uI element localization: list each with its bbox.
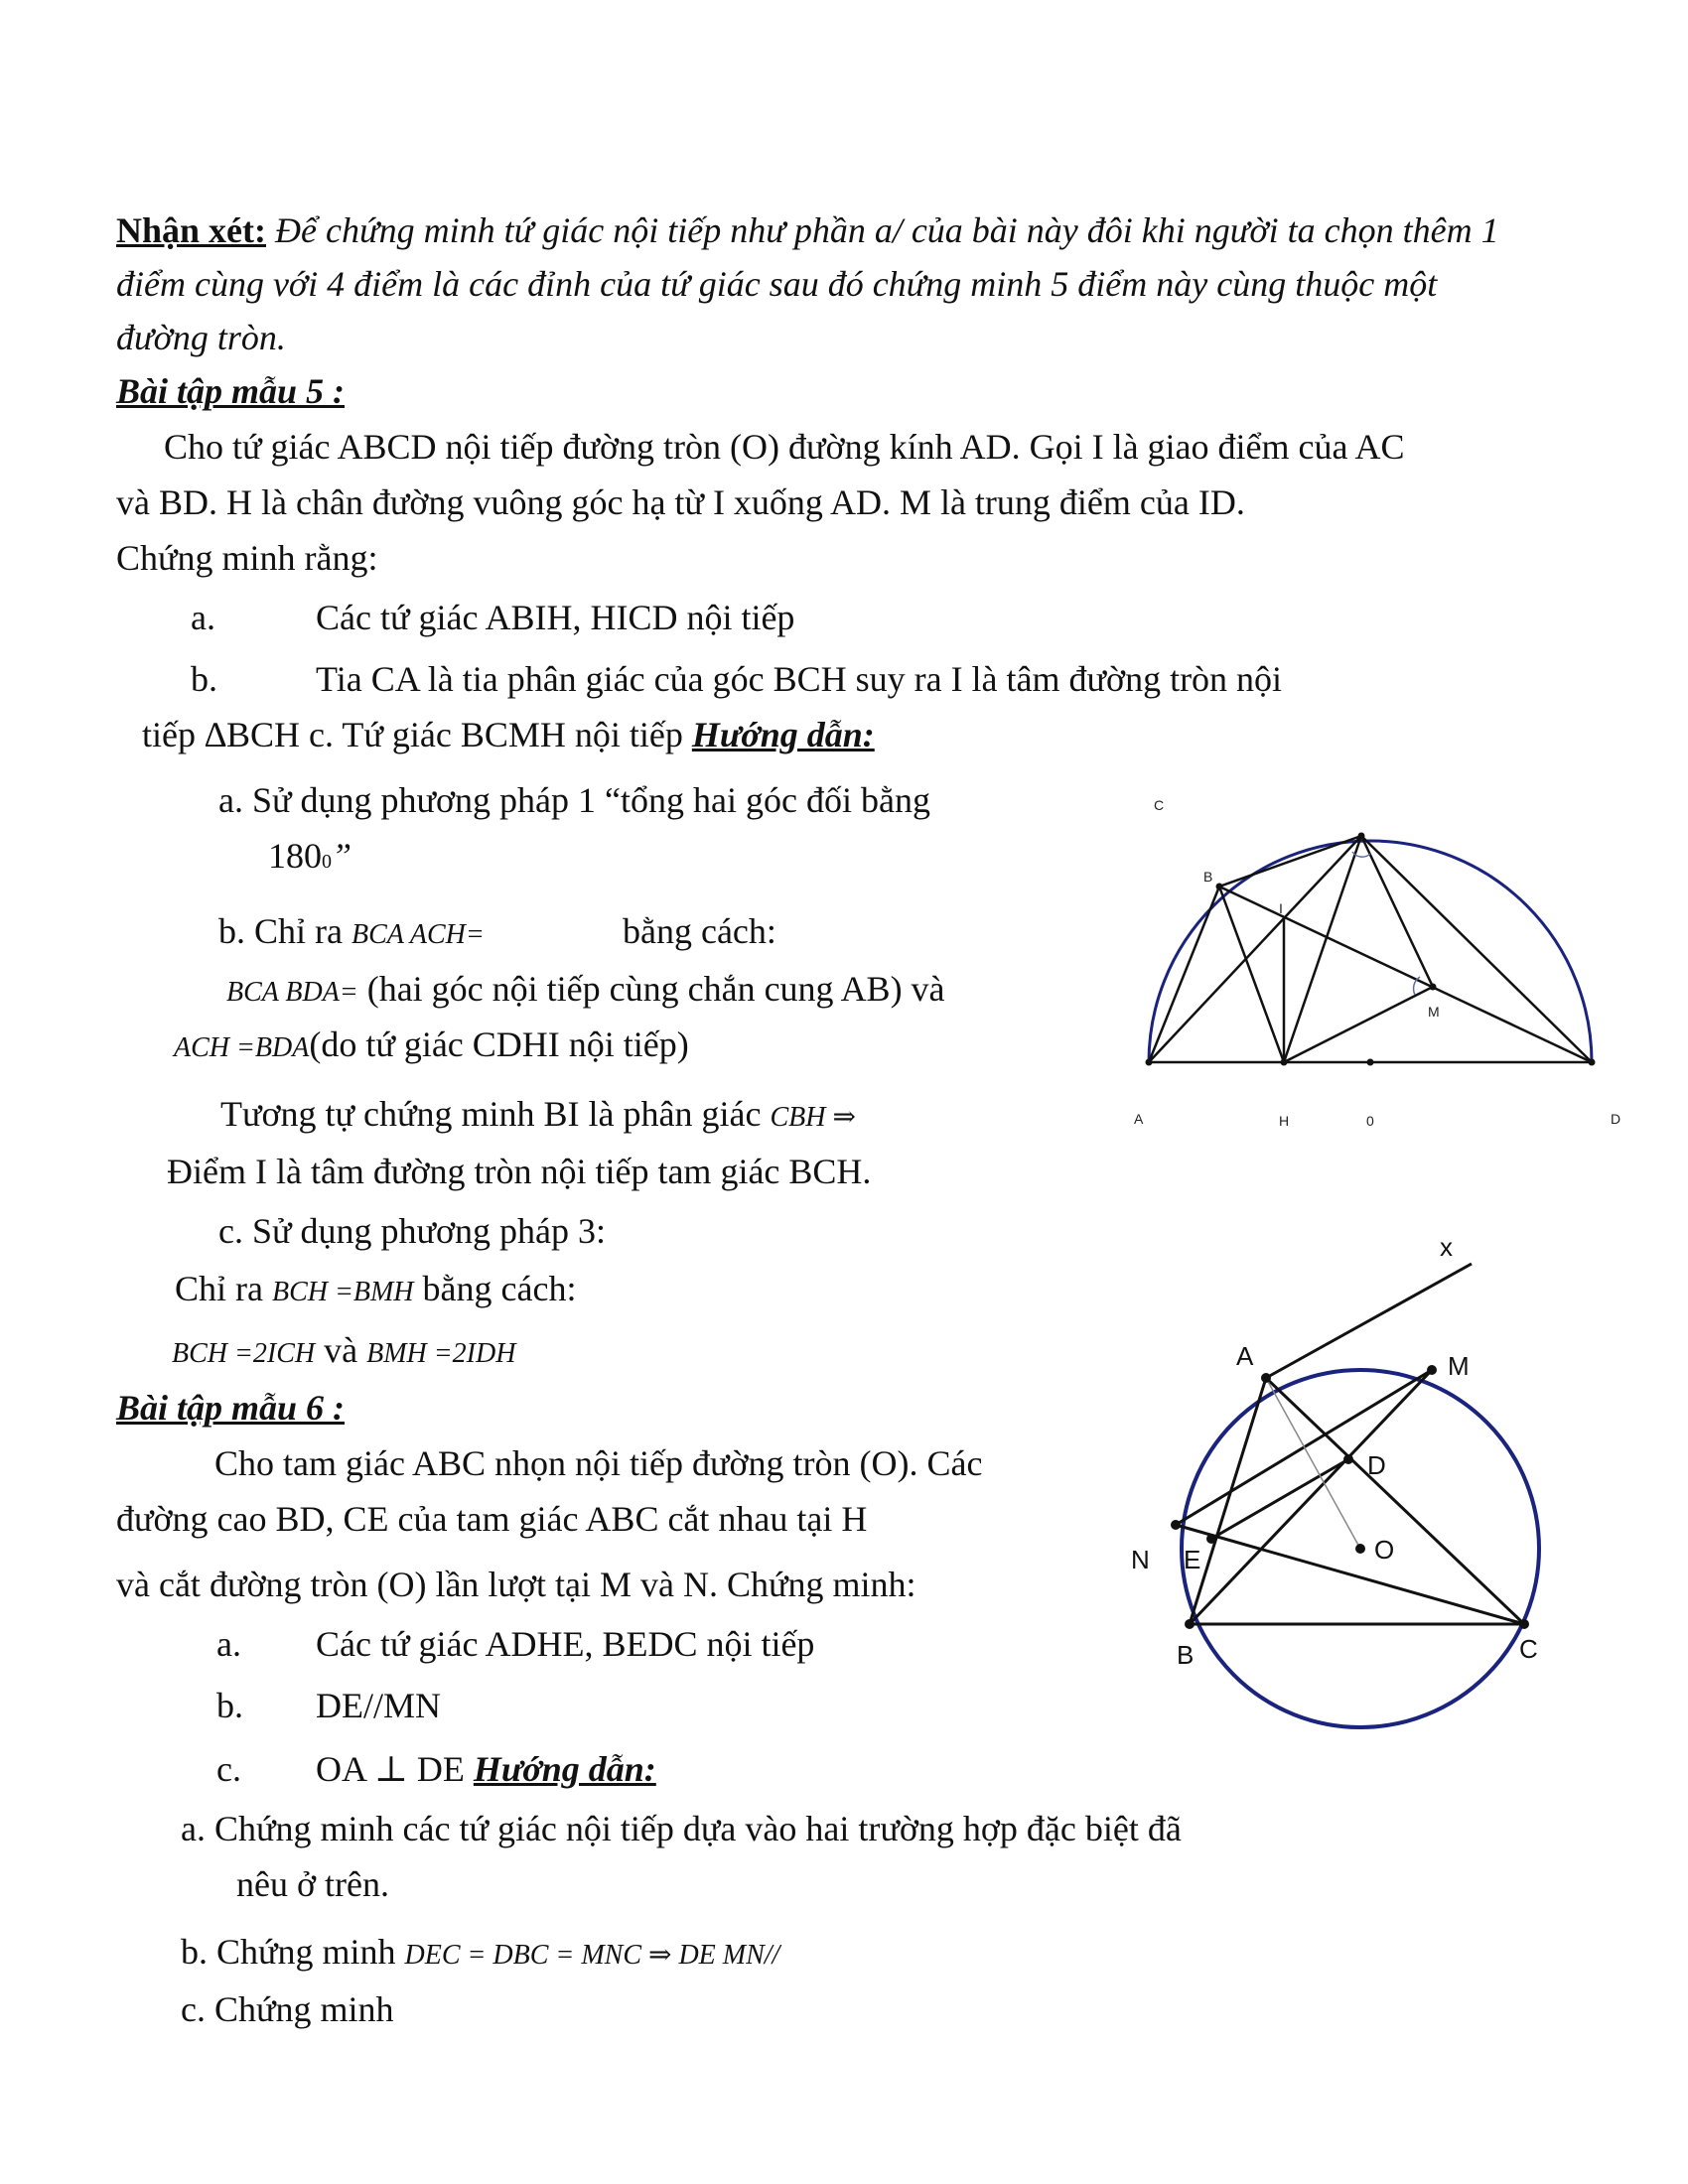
ex5-guide-b1 [218,911,485,952]
ex6-guide-c: c. Chứng minh [181,1989,394,2029]
ex6-fig-point-C [1519,1619,1529,1629]
ex6-figure [1112,1221,1668,1737]
ex6-item-c-marker: c. [216,1749,241,1789]
ex6-item-b-text: DE//MN [316,1686,441,1725]
ex5-item-a-marker: a. [191,598,215,637]
ex5-cont: tiếp ∆BCH c. Tứ giác BCMH nội tiếp [142,715,692,754]
ex6-fig-label-E: E [1184,1545,1201,1574]
ex5-item-b-text: Tia CA là tia phân giác của góc BCH suy ra I là tâm đường tròn nội [316,659,1283,699]
ex6-line-1: Cho tam giác ABC nhọn nội tiếp đường tròn (O). Các [214,1443,983,1483]
ex5-guide-b1-pre: b. Chỉ ra [218,911,352,951]
remark-text-2: điểm cùng với 4 điểm là các đỉnh của tứ giác sau đó chứng minh 5 điểm này cùng thuộc một [116,264,1438,304]
ex5-fig-label-O: 0 [1366,1113,1374,1129]
ex5-line-1: Cho tứ giác ABCD nội tiếp đường tròn (O) đường kính AD. Gọi I là giao điểm của AC [164,427,1405,467]
ex5-figure [1092,774,1668,1152]
ex6-title: Bài tập mẫu 6 : [116,1388,346,1428]
ex6-fig-label-O: O [1374,1535,1395,1565]
ex6-fig-point-D [1343,1454,1353,1464]
ex5-cont-line [142,715,875,755]
remark-text-1: Để chứng minh tứ giác nội tiếp như phần a/ của bài này đôi khi người ta chọn thêm 1 [275,210,1499,250]
ex5-guide-a2-sub: 0 [322,851,332,873]
remark-line-1 [116,210,1499,251]
ex6-guide-a2: nêu ở trên. [236,1864,389,1904]
ex5-guide-c3-m2: BMH =2IDH [366,1338,516,1369]
ex5-guide-a2-end: ” [332,836,352,876]
ex6-line-3: và cắt đường tròn (O) lần lượt tại M và N. Chứng minh: [116,1565,916,1604]
ex6-item-a-marker: a. [216,1624,241,1664]
ex6-fig-AB [1190,1378,1266,1624]
ex6-fig-point-E [1206,1534,1216,1544]
ex5-fig-label-A: A [1134,1111,1144,1127]
ex5-guide-b5: Điểm I là tâm đường tròn nội tiếp tam giác BCH. [167,1152,872,1191]
ex6-fig-lines [1176,1264,1524,1624]
ex5-guide-c3 [172,1330,515,1371]
ex5-guide-b4-math: CBH ⇒ [770,1102,856,1133]
ex5-fig-point-D [1589,1059,1596,1066]
ex6-fig-label-C: C [1519,1634,1538,1664]
ex5-fig-label-M: M [1428,1004,1440,1020]
ex6-fig-label-N: N [1131,1545,1150,1574]
ex5-fig-lines [1149,836,1592,1062]
ex5-fig-label-D: D [1611,1111,1621,1127]
ex5-item-a-text: Các tứ giác ABIH, HICD nội tiếp [316,598,795,637]
ex5-guide-b1-post: bằng cách: [623,911,776,951]
ex6-fig-label-D: D [1367,1450,1386,1480]
ex5-guide-c1: c. Sử dụng phương pháp 3: [218,1211,607,1251]
ex6-fig-point-M [1427,1365,1437,1375]
ex5-fig-label-C: C [1154,797,1165,813]
ex5-fig-MC [1361,836,1433,987]
ex5-fig-point-C [1358,833,1365,840]
ex6-fig-label-M: M [1448,1351,1470,1381]
ex6-guide-b [181,1932,779,1973]
ex6-item-b-marker: b. [216,1686,243,1725]
ex5-fig-semicircle [1149,841,1592,1062]
ex5-guide-c3-mid: và [315,1330,367,1370]
ex5-guide-b4 [220,1094,856,1135]
ex5-line-2: và BD. H là chân đường vuông góc hạ từ I xuống AD. M là trung điểm của ID. [116,482,1245,522]
ex5-guide-c3-m1: BCH =2ICH [172,1338,316,1369]
ex5-fig-label-B: B [1203,869,1213,885]
ex5-fig-label-I: I [1279,900,1283,916]
ex5-guide-c2-pre: Chỉ ra [175,1269,272,1308]
ex6-fig-point-B [1185,1619,1195,1629]
ex5-guide-b1-math: BCA ACH= [351,919,485,950]
ex5-fig-AB [1149,887,1219,1062]
ex5-guide-a1: a. Sử dụng phương pháp 1 “tổng hai góc đối bằng [218,780,930,820]
ex5-title: Bài tập mẫu 5 : [116,371,346,411]
ex6-guide-b-pre: b. Chứng minh [181,1932,405,1972]
ex5-guide-c2-post: bằng cách: [413,1269,577,1308]
remark-text-3: đường tròn. [116,318,286,357]
ex5-guide-title: Hướng dẫn: [691,715,875,754]
ex5-fig-point-B [1216,884,1223,890]
ex5-guide-b2 [226,969,945,1010]
ex6-fig-point-O [1355,1544,1365,1554]
ex6-guide-a1: a. Chứng minh các tứ giác nội tiếp dựa vào hai trường hợp đặc biệt đã [181,1809,1182,1848]
ex5-guide-b3 [174,1024,689,1065]
ex5-guide-c2 [175,1269,576,1309]
ex6-guide-title: Hướng dẫn: [473,1749,656,1789]
ex6-fig-tangent-Ax [1266,1264,1472,1378]
ex5-line-3: Chứng minh rằng: [116,538,378,578]
ex5-guide-c2-math: BCH =BMH [271,1277,414,1307]
ex6-fig-label-B: B [1177,1640,1195,1670]
ex5-fig-BC [1219,836,1361,887]
ex6-fig-label-x: x [1440,1232,1453,1262]
ex6-fig-point-N [1171,1520,1181,1530]
ex5-guide-a2-num: 180 [268,836,322,876]
ex5-fig-label-H: H [1279,1113,1290,1129]
ex5-guide-b3-post: (do tứ giác CDHI nội tiếp) [309,1024,689,1064]
ex6-item-c-text: OA ⊥ DE [316,1749,474,1789]
ex5-guide-b4-pre: Tương tự chứng minh BI là phân giác [220,1094,771,1134]
ex5-fig-point-M [1430,984,1437,991]
ex6-fig-label-A: A [1236,1341,1254,1371]
ex5-fig-point-A [1146,1059,1153,1066]
ex5-guide-b2-math: BCA BDA= [226,977,358,1008]
remark-label: Nhận xét: [116,210,266,250]
ex5-item-b-marker: b. [191,659,217,699]
ex6-item-a-text: Các tứ giác ADHE, BEDC nội tiếp [316,1624,815,1664]
ex6-item-c-line [316,1749,656,1790]
ex5-fig-point-O [1367,1059,1374,1066]
ex5-fig-CD [1361,836,1592,1062]
ex6-line-2: đường cao BD, CE của tam giác ABC cắt nhau tại H [116,1499,868,1539]
ex5-guide-b3-math: ACH =BDA [174,1032,310,1063]
ex6-fig-point-A [1261,1373,1271,1383]
ex5-guide-b2-post: (hai góc nội tiếp cùng chắn cung AB) và [357,969,945,1009]
ex5-fig-point-H [1281,1059,1288,1066]
ex5-guide-a2 [268,836,352,877]
ex6-guide-b-math: DEC = DBC = MNC ⇒ DE MN// [404,1940,780,1971]
ex6-fig-ED [1211,1459,1348,1539]
